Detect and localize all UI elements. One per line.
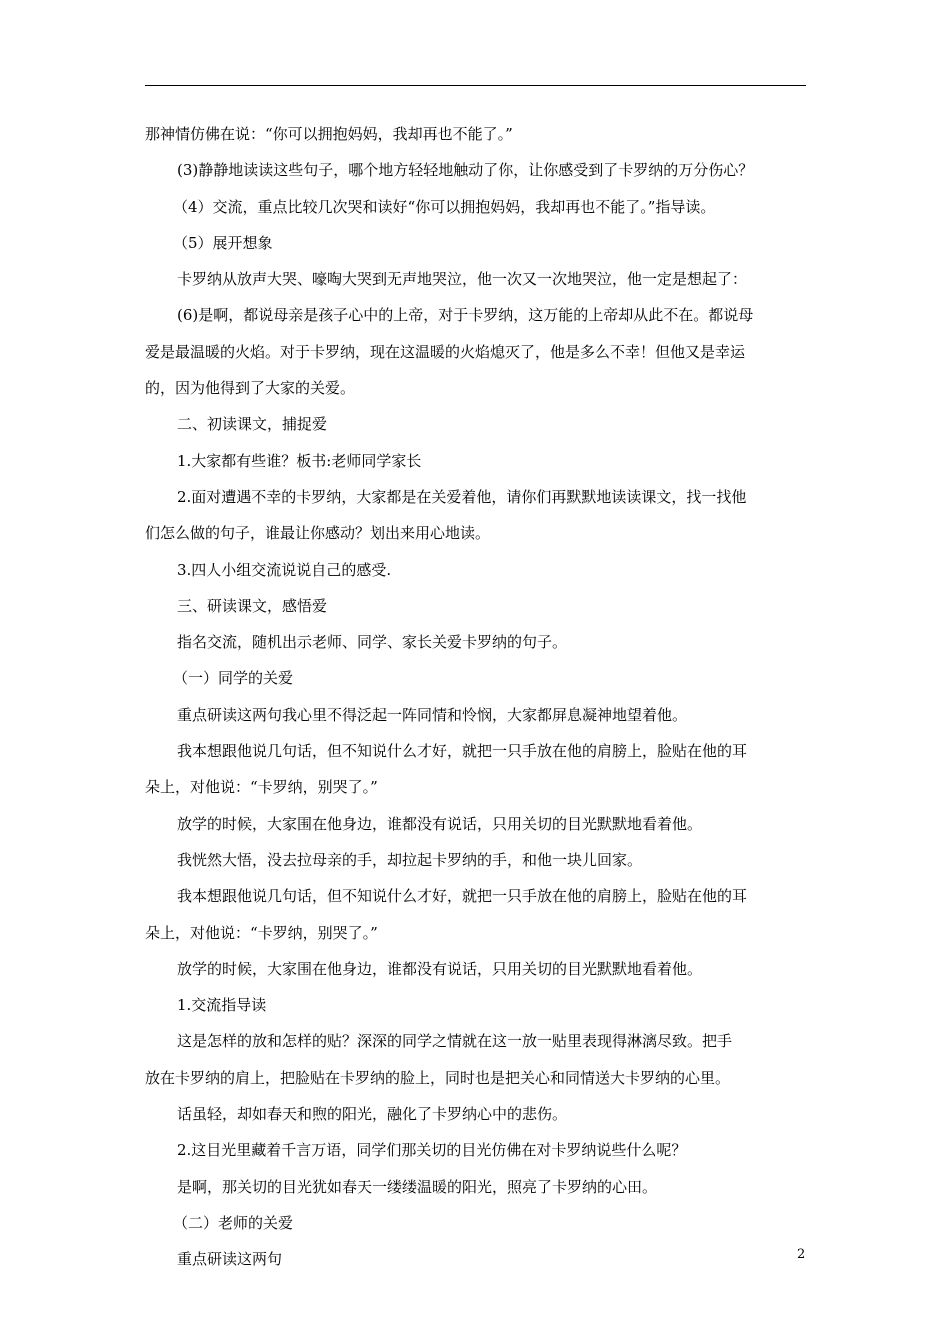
- text-line: （一）同学的关爱: [173, 669, 294, 688]
- text-line: 朵上，对他说：“卡罗纳，别哭了。”: [145, 778, 378, 797]
- text-line: 3.四人小组交流说说自己的感受.: [177, 560, 392, 579]
- document-body: [145, 116, 811, 1278]
- text-line: 2.面对遭遇不幸的卡罗纳，大家都是在关爱着他，请你们再默默地读读课文，找一找他: [177, 487, 747, 506]
- text-line: （5）展开想象: [173, 233, 273, 252]
- text-line: 放学的时候，大家围在他身边，谁都没有说话，只用关切的目光默默地看着他。: [177, 959, 703, 978]
- text-line: (6)是啊，都说母亲是孩子心中的上帝，对于卡罗纳，这万能的上帝却从此不在。都说母: [177, 306, 754, 325]
- text-line: 1.大家都有些谁？板书:老师同学家长: [177, 451, 422, 470]
- text-line: （4）交流，重点比较几次哭和读好“你可以拥抱妈妈，我却再也不能了。”指导读。: [173, 197, 716, 216]
- header-rule: [145, 85, 806, 86]
- text-line: 2.这目光里藏着千言万语，同学们那关切的目光仿佛在对卡罗纳说些什么呢？: [177, 1141, 687, 1160]
- text-line: 指名交流，随机出示老师、同学、家长关爱卡罗纳的句子。: [177, 633, 568, 652]
- text-line: 二、初读课文，捕捉爱: [177, 415, 328, 434]
- page-number: 2: [797, 1247, 806, 1262]
- text-line: 那神情仿佛在说：“你可以拥抱妈妈，我却再也不能了。”: [145, 125, 513, 143]
- text-line: 放学的时候，大家围在他身边，谁都没有说话，只用关切的目光默默地看着他。: [177, 814, 703, 833]
- text-line: 的，因为他得到了大家的关爱。: [145, 379, 356, 398]
- text-line: 1.交流指导读: [177, 996, 267, 1015]
- text-line: (3)静静地读读这些句子，哪个地方轻轻地触动了你，让你感受到了卡罗纳的万分伤心？: [177, 161, 754, 180]
- text-line: 们怎么做的句子，谁最让你感动？划出来用心地读。: [145, 524, 491, 543]
- text-line: 这是怎样的放和怎样的贴？深深的同学之情就在这一放一贴里表现得淋漓尽致。把手: [177, 1032, 733, 1051]
- text-line: 话虽轻，却如春天和煦的阳光，融化了卡罗纳心中的悲伤。: [177, 1105, 568, 1124]
- text-line: 重点研读这两句我心里不得泛起一阵同情和怜悯，大家都屏息凝神地望着他。: [177, 705, 688, 724]
- text-line: 放在卡罗纳的肩上，把脸贴在卡罗纳的脸上，同时也是把关心和同情送大卡罗纳的心里。: [145, 1068, 731, 1087]
- text-line: （二）老师的关爱: [173, 1213, 294, 1232]
- text-line: 重点研读这两句: [177, 1250, 283, 1269]
- text-line: 是啊，那关切的目光犹如春天一缕缕温暖的阳光，照亮了卡罗纳的心田。: [177, 1177, 658, 1196]
- text-line: 三、研读课文，感悟爱: [177, 596, 328, 615]
- text-line: 我本想跟他说几句话，但不知说什么才好，就把一只手放在他的肩膀上，脸贴在他的耳: [177, 742, 748, 761]
- text-line: 爱是最温暖的火焰。对于卡罗纳，现在这温暖的火焰熄灭了，他是多么不幸！但他又是幸运: [145, 342, 746, 361]
- text-line: 我恍然大悟，没去拉母亲的手，却拉起卡罗纳的手，和他一块儿回家。: [177, 850, 643, 869]
- text-line: 朵上，对他说：“卡罗纳，别哭了。”: [145, 923, 378, 942]
- text-line: 我本想跟他说几句话，但不知说什么才好，就把一只手放在他的肩膀上，脸贴在他的耳: [177, 887, 748, 906]
- text-line: 卡罗纳从放声大哭、嚎啕大哭到无声地哭泣，他一次又一次地哭泣，他一定是想起了：: [177, 270, 748, 289]
